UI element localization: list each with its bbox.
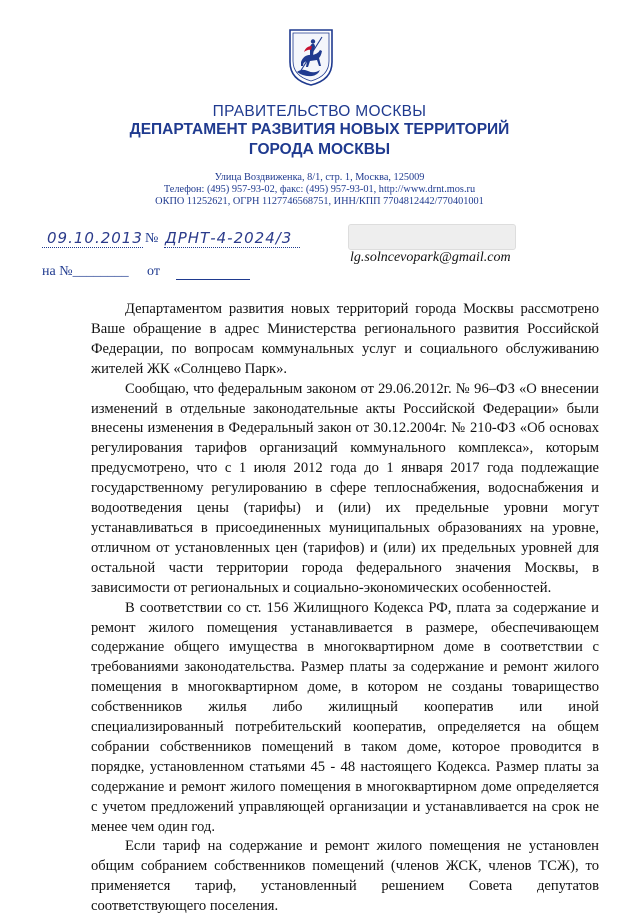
body-paragraph-2: Сообщаю, что федеральным законом от 29.06.2012г. № 96–ФЗ «О внесении изменений в отдельные законодательные акты Российской Федерации» были внесены изменения в Федеральный закон от 30.12.2004г. № 210-ФЗ «Об основах регулирования тарифов организаций коммунального комплекса», которым предусмотрено, что с 1 июля 2012 года до 1 января 2017 года подлежащие государственному регулированию в сфере теплоснабжения, водоснабжения и водоотведения цены (тарифы) и (или) их предельные уровни могут устанавливаться в присоединенных муниципальных образованиях на уровне, отличном от установленных цен (тарифов) и (или) их предельных уровней для остальной части территории города федерального значения Москвы, в зависимости от региональных и социально-экономических особенностей. [91,380,599,596]
body-paragraph-4: Если тариф на содержание и ремонт жилого помещения не установлен общим собранием собственников помещений (членов ЖСК, членов ТСЖ), то применяется тариф, установленный решением Совета депутатов соответствующего поселения. [91,838,599,915]
registration-number: ДРНТ-4-2024/3 [165,229,293,247]
letterhead-city: ГОРОДА МОСКВЫ [248,141,391,158]
letterhead-department: ДЕПАРТАМЕНТ РАЗВИТИЯ НОВЫХ ТЕРРИТОРИЙ [129,121,510,138]
registration-number-line [164,247,300,248]
letterhead-phones: Телефон: (495) 957-93-02, факс: (495) 957-93-01, http://www.drnt.mos.ru [163,184,476,195]
letter-body [91,300,599,917]
registration-date: 09.10.2013 [47,229,143,247]
reply-date-blank [176,279,250,280]
reply-reference-label: на №________ [42,264,129,279]
moscow-coat-of-arms-icon [288,28,334,86]
letterhead-codes: ОКПО 11252621, ОГРН 1127746568751, ИНН/КПП 7704812442/770401001 [155,196,484,207]
recipient-email: lg.solncevopark@gmail.com [350,250,511,265]
registration-date-line [42,247,143,248]
letterhead-government: ПРАВИТЕЛЬСТВО МОСКВЫ [212,103,427,120]
redacted-recipient-name [348,224,516,250]
reply-date-label: от [147,264,160,279]
registration-number-label: № [145,231,159,246]
body-paragraph-3: В соответствии со ст. 156 Жилищного Кодекса РФ, плата за содержание и ремонт жилого помещения устанавливается в размере, обеспечивающем содержание общего имущества в многоквартирном доме в соответствии с требованиями законодательства. Размер платы за содержание и ремонт жилого помещения в многоквартирном доме, в котором не созданы товарищество собственников жилья либо жилищный кооператив или иной специализированный потребительский кооператив, определяется на общем собрании собственников помещений в таком доме, которое проводится в порядке, установленном статьями 45 - 48 настоящего Кодекса. Размер платы за содержание и ремонт жилого помещения в многоквартирном доме определяется с учетом предложений управляющей организации и устанавливается на срок не менее чем один год. [91,599,599,835]
letterhead-address: Улица Воздвиженка, 8/1, стр. 1, Москва, 125009 [214,172,425,183]
body-paragraph-1: Департаментом развития новых территорий города Москвы рассмотрено Ваше обращение в адрес Министерства регионального развития Российской Федерации, по вопросам коммунальных услуг и социального обслуживанию жителей ЖК «Солнцево Парк». [91,301,599,377]
